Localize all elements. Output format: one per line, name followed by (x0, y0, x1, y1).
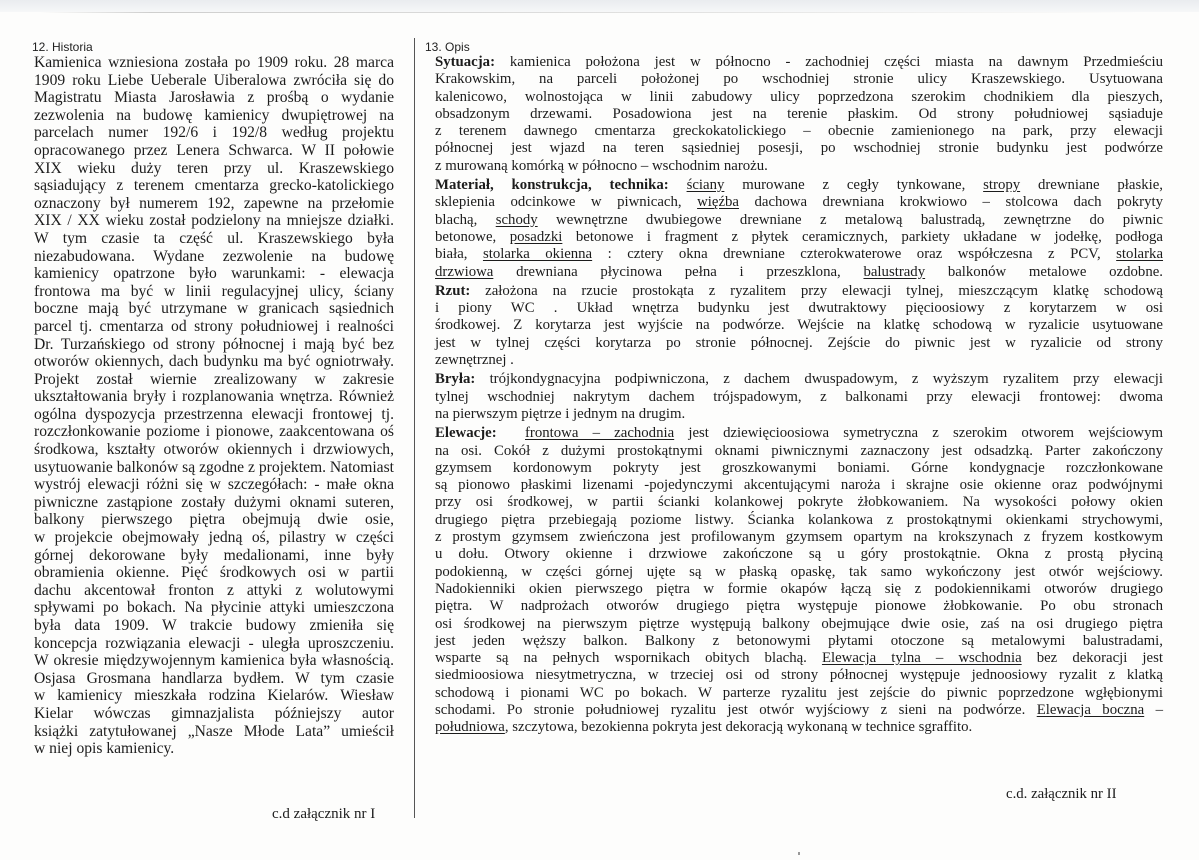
text-line: północnej jest wjazd na teren sąsiedniej posesji, po wschodniej stronie budynku jest podwórze (435, 140, 1163, 157)
text-run: biała, (435, 246, 483, 263)
text-line: opracowanego przez Lenera Schwarca. W II połowie (34, 141, 394, 159)
attachment-reference-1: c.d załącznik nr I (272, 806, 376, 822)
text-line: obsadzonym drzewami. Posadowiona jest na terenie płaskim. Od strony południowej sąsiaduje (435, 105, 1163, 122)
text-line: przy osi środkowej, w partii ścianki kolankowej pokryte żłobkowaniem. Na wysokości połowy okien (435, 494, 1163, 511)
text-run: kamienica położona jest w północno - zachodniej części miasta na dawnym Przedmieściu (495, 54, 1163, 70)
text-line: XIX wieku duży teren przy ul. Kraszewskiego (34, 159, 394, 177)
text-run: : cztery okna drewniane czterokwaterowe oraz współczesna z PCV, (592, 246, 1117, 263)
text-line: osi środkowej na pierwszym piętrze występują balkony obejmujące dwie osie, zaś na osi drugiego piętra (435, 615, 1163, 632)
text-run: dachowa drewniana krokwiowo – stolcowa dach pokryty (738, 194, 1163, 211)
text-line: obramienia okienne. Pięć środkowych osi w partii (34, 564, 394, 582)
text-line: w niej opis kamienicy. (34, 740, 175, 758)
section-heading-opis: 13. Opis (425, 40, 470, 54)
text-line: w kamienicy mieszkała rodzina Kielarów. Wiesław (34, 687, 394, 705)
text-line: schodową i pionami WC po bokach. W parterze ryzalitu jest zejście do piwnic poprzedzone wgłębionymi (435, 684, 1163, 701)
section-opis (425, 40, 1170, 739)
text-line (435, 246, 1163, 263)
paragraph-bryla (435, 371, 1163, 423)
label-elewacje: Elewacje: (435, 425, 497, 442)
term-balustrades: balustrady (863, 263, 926, 280)
text-line: Magistratu Miasta Jarosławia z prośbą o wydanie (34, 89, 394, 107)
text-line: XIX / XX wieku został podzielony na mniejsze działki. (34, 212, 394, 230)
text-line: książki zatytułowanej „Nasze Młode Lata” umieścił (34, 722, 394, 740)
text-line: sąsiadujący z terenem cmentarza grecko-katolickiego (34, 177, 394, 195)
text-line: usytuowanie balkonów są zgodne z projektem. Natomiast (34, 458, 394, 476)
text-line: Kamienica wzniesiona została po 1909 roku. 28 marca (34, 54, 394, 71)
scan-top-line (40, 12, 1140, 13)
paragraph-sytuacja (435, 54, 1163, 175)
text-line: i piony WC . Układ wnętrza budynku jest dwutraktowy pięcioosiowy z korytarzem w osi (435, 300, 1163, 317)
section-heading-historia: 12. Historia (32, 40, 93, 54)
text-line: w projekcie obejmowały jedną oś, pilastry w części (34, 529, 394, 547)
label-material: Materiał, konstrukcja, technika: (435, 177, 669, 194)
label-sytuacja: Sytuacja: (435, 54, 496, 70)
text-line: wystrój elewacji różni się w szczegółach: - małe okna (34, 476, 394, 494)
text-line: niezabudowana. Wydane zezwolenie na budowę (34, 247, 394, 265)
term-walls: ściany (686, 177, 725, 194)
text-run: blachą, (435, 211, 496, 228)
term-rear-elevation: Elewacja tylna – wschodnia (821, 650, 1022, 667)
text-line (435, 719, 1163, 736)
text-line: Kielar wówczas gimnazjalista późniejszy autor (34, 704, 394, 722)
text-run: drewniana płycinowa pełna i przeszklona, (493, 263, 864, 280)
text-line: siedmioosiowa niesytmetryczna, w trzeciej osi od strony północnej występuje jednoosiowy ryzalit z klatką (435, 667, 1163, 684)
text-run: schodami. Po stronie południowej ryzalitu jest otwór wyjściowy z sieni na podwórze. (435, 701, 1037, 718)
text-line: Projekt został wiernie zrealizowany w zakresie (34, 370, 394, 388)
text-line: W okresie międzywojennym kamienica była własnością. (34, 652, 394, 670)
text-run: sklepienia odcinkowe w piwnicach, (435, 194, 698, 211)
text-run: betonowe, (435, 228, 510, 245)
text-run: balkonów metalowe ozdobne. (925, 263, 1163, 280)
text-line: na pierwszym piętrze i jednym na drugim. (435, 405, 686, 422)
text-line (435, 177, 1163, 194)
paragraph-elewacje (435, 425, 1163, 736)
text-line: piętra. W nadprożach otworów drugiego piętra występuje pionowe żłobkowanie. Po obu stronach (435, 598, 1163, 615)
text-line: są pionowo płaskimi lizenami -pojedynczymi akcentującymi naroża i skrajne osie okienne oraz podwójnymi (435, 477, 1163, 494)
text-line: koncepcja rozwiązania elewacji - uległa uproszczeniu. (34, 634, 394, 652)
text-run: wewnętrzne dwubiegowe drewniane z metalową balustradą, zewnętrzne do piwnic (537, 211, 1163, 228)
text-line: kalenicowo, wolnostojąca w linii zabudowy ulicy poprzedzona szerokim chodnikiem dla pieszych, (435, 88, 1163, 105)
term-side-elevation: Elewacja boczna (1036, 701, 1145, 718)
text-line: dachu akcentował fronton z attyki z wolutowymi (34, 581, 394, 599)
term-windows: stolarka okienna (482, 246, 593, 263)
text-line (435, 194, 1163, 211)
text-line: podokienną, w części górnej ujęte są w płaską opaskę, tak samo wykończony jest otwór wejściowy. (435, 563, 1163, 580)
text-line: gzymsem kordonowym pokryty jest groszkowanymi boniami. Górne kondygnacje rozczłonkowane (435, 459, 1163, 476)
text-line: Osjasa Grosmana handlarza bydłem. W tym czasie (34, 669, 394, 687)
text-line: jest jeden węższy balkon. Balkony z betonowymi płytami otoczone są metalowymi balustradami, (435, 632, 1163, 649)
section-historia (32, 40, 394, 758)
term-floors: posadzki (509, 228, 563, 245)
term-ceilings: stropy (983, 177, 1021, 194)
scan-top-edge (0, 0, 1199, 12)
text-line: zewnętrznej . (435, 352, 514, 369)
text-run: założona na rzucie prostokąta z ryzalitem przy elewacji tylnej, mieszczącym klatkę schodową (470, 282, 1163, 299)
text-line: ogólna dyspozycja przestrzenna elewacji frontowej tj. (34, 405, 394, 423)
text-line: na osi. Cokół z dużymi prostokątnymi oknami piwnicznymi zaznaczony jest odsadzką. Parter zakończony (435, 442, 1163, 459)
text-line (435, 264, 1163, 281)
text-line: z terenem dawnego cmentarza greckokatolickiego – obecnie zamienionego na park, przy elewacji (435, 123, 1163, 140)
text-line: balkony pierwszego piętra obejmują dwie osie, (34, 511, 394, 529)
term-stairs: schody (495, 211, 538, 228)
paragraph-material (435, 177, 1163, 281)
term-front-elevation: frontowa – zachodnia (525, 425, 675, 442)
text-line: z murowaną komórką w północno – wschodnim narożu. (435, 157, 768, 174)
scan-speck (798, 852, 800, 855)
text-line: parcel tj. cmentarza od strony południowej i realności (34, 317, 394, 335)
text-line: Dr. Turzańskiego od strony północnej i mają być bez (34, 335, 394, 353)
text-line: otworów okiennych, dach budynku ma być ogniotrwały. (34, 353, 394, 371)
text-line (435, 283, 1163, 300)
text-run: bez dekoracji jest (1021, 650, 1163, 667)
text-line (435, 702, 1163, 719)
historia-text (32, 54, 394, 758)
text-line: zezwolenia na budowę kamienicy dwupiętrowej na (34, 106, 394, 124)
text-line: frontowa ma być w linii regulacyjnej ulicy, ściany (34, 282, 394, 300)
text-line: ukształtowania bryły i rozplanowania wnętrza. Również (34, 388, 394, 406)
text-line: W tym czasie ta część ul. Kraszewskiego była (34, 229, 394, 247)
text-line: jest w tylnej części korytarza po stronie północnej. Zejście do piwnic jest w ryzalicie od strony (435, 334, 1163, 351)
text-line: z prostym gzymsem zwieńczona jest profilowanym gzymsem opartym na krokszynach z fryzem kostkowym (435, 529, 1163, 546)
text-line (435, 212, 1163, 229)
text-run: murowane z cegły tynkowane, (724, 177, 984, 194)
text-line: piwniczne zastąpione zostały dużymi oknami suteren, (34, 493, 394, 511)
text-run: drewniane płaskie, (1020, 177, 1164, 194)
text-line (435, 650, 1163, 667)
text-line (435, 229, 1163, 246)
text-line: 1909 roku Liebe Ueberale Uiberalowa zwróciła się do (34, 71, 394, 89)
text-line: środkowej. Z korytarza jest wyjście na podwórze. Wejście na klatkę schodową w ryzalicie usytuowane (435, 317, 1163, 334)
paragraph-rzut (435, 283, 1163, 369)
text-line: rozczłonkowanie poziome i pionowe, zaakcentowana oś (34, 423, 394, 441)
label-rzut: Rzut: (435, 282, 471, 299)
term-doors: stolarka (1116, 246, 1164, 263)
text-line: u dołu. Otwory okienne i drzwiowe zakończone są u góry prostokątnie. Okna z prostą płyciną (435, 546, 1163, 563)
text-line: kamienicy opatrzone było warunkami: - elewacja (34, 265, 394, 283)
text-line: parcelach numer 192/6 i 192/8 według projektu (34, 124, 394, 142)
text-line (435, 371, 1163, 388)
column-divider (414, 38, 415, 818)
attachment-reference-2: c.d. załącznik nr II (1006, 786, 1117, 802)
text-line (435, 54, 1163, 71)
text-line: tylnej wschodniej nakrytym dachem trójspadowym, z balkonami przy elewacji frontowej: dwoma (435, 388, 1163, 405)
text-line: Nadokienniki okien pierwszego piętra w formie okapów łączą się z podokiennikami otworów drugiego (435, 580, 1163, 597)
term-truss: więźba (697, 194, 739, 211)
term-doors-cont: drzwiowa (435, 263, 494, 280)
text-run: betonowe i fragment z płytek ceramicznych, parkiety układane w jodełkę, podłoga (562, 228, 1163, 245)
text-line: Krakowskim, na parceli położonej po wschodniej stronie ulicy Kraszewskiego. Usytuowana (435, 71, 1163, 88)
term-side-elevation-cont: południowa (435, 719, 505, 736)
text-run: – (1144, 701, 1163, 718)
text-line: oznaczony był numerem 192, zapewne na przełomie (34, 194, 394, 212)
text-line (435, 425, 1163, 442)
text-line: środkowa, kształty otworów okiennych i drzwiowych, (34, 441, 394, 459)
text-line: boczne mają być utrzymane w granicach sąsiednich (34, 300, 394, 318)
text-line: była data 1909. W trakcie budowy zmieniła się (34, 617, 394, 634)
text-line: górnej dekorowane były medalionami, inne były (34, 546, 394, 564)
text-run: wsparte są na pełnych wspornikach obitych blachą. (435, 650, 822, 667)
text-run: jest dziewięcioosiowa symetryczna z szerokim otworem wejściowym (674, 425, 1164, 442)
text-line: spływami po bokach. Na płycinie attyki umieszczona (34, 599, 394, 617)
text-run: trójkondygnacyjna podpiwniczona, z dachem dwuspadowym, z wyższym ryzalitem przy elewacji (475, 371, 1163, 388)
opis-text (425, 54, 1163, 737)
text-run: , szczytowa, bezokienna pokryta jest dekoracją wykonaną w technice sgraffito. (504, 719, 973, 736)
label-bryla: Bryła: (435, 371, 476, 388)
text-line: drugiego piętra przebiegają poziome listwy. Ścianka kolankowa z prostokątnymi okienkami strychowymi, (435, 511, 1163, 528)
